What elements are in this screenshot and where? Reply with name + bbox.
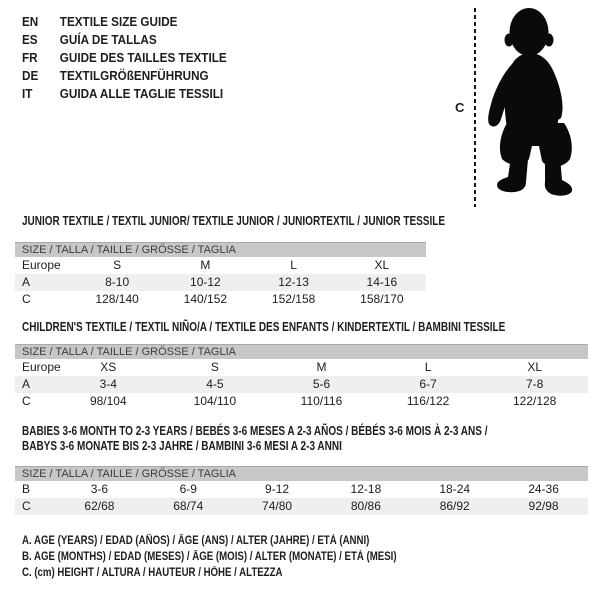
guide-title-translation: GUÍA DE TALLAS [59, 32, 157, 47]
height-marker-label: C [455, 100, 465, 115]
language-code: IT [22, 86, 33, 101]
size-cell: 74/80 [262, 499, 293, 513]
size-cell: 92/98 [528, 499, 559, 513]
language-code: DE [22, 68, 39, 83]
size-header-bar: SIZE / TALLA / TAILLE / GRÖSSE / TAGLIA [15, 466, 588, 481]
size-cell: 5-6 [312, 377, 331, 391]
size-cell: XL [527, 360, 543, 374]
size-cell: 18-24 [439, 482, 471, 496]
toddler-silhouette-shapes [488, 8, 572, 196]
guide-title-translation: GUIDE DES TAILLES TEXTILE [59, 50, 227, 65]
size-cell: 24-36 [528, 482, 559, 496]
size-header-bar: SIZE / TALLA / TAILLE / GRÖSSE / TAGLIA [15, 242, 426, 257]
size-cell: L [290, 258, 297, 272]
size-cell: 6-9 [179, 482, 197, 496]
size-cell: 8-10 [105, 275, 130, 289]
size-cell: 7-8 [526, 377, 544, 391]
row-label: C [22, 499, 31, 513]
size-cell: S [210, 360, 219, 374]
children-table-title: CHILDREN'S TEXTILE / TEXTIL NIÑO/A / TEXTILE DES ENFANTS / KINDERTEXTIL / BAMBINI TESSILE [22, 320, 506, 334]
size-cell: 9-12 [265, 482, 290, 496]
legend-line-age-months: B. AGE (MONTHS) / EDAD (MESES) / ÂGE (MOIS) / ALTER (MONATE) / ETÀ (MESI) [22, 551, 397, 563]
size-cell: M [316, 360, 327, 374]
table-row [15, 393, 588, 410]
babies-title-line2: BABYS 3-6 MONATE BIS 2-3 JAHRE / BAMBINI 3-6 MESI A 2-3 ANNI [22, 439, 342, 453]
row-label: Europe [22, 258, 61, 272]
size-cell: 104/110 [193, 394, 237, 408]
table-row [15, 359, 588, 376]
language-row [22, 67, 227, 85]
table-row [15, 274, 426, 291]
children-size-table [15, 344, 588, 410]
table-row [15, 481, 588, 498]
language-code: ES [22, 32, 38, 47]
babies-table-title [22, 424, 487, 454]
row-label: A [22, 275, 31, 289]
language-row [22, 13, 227, 31]
size-cell: 152/158 [271, 292, 316, 306]
size-cell: 12-13 [278, 275, 309, 289]
language-row [22, 31, 227, 49]
table-row [15, 498, 588, 515]
size-cell: 68/74 [173, 499, 204, 513]
row-label: C [22, 292, 31, 306]
size-cell: 12-18 [350, 482, 382, 496]
size-cell: 14-16 [366, 275, 398, 289]
size-cell: M [200, 258, 211, 272]
height-dashed-line [474, 8, 476, 207]
junior-table-title: JUNIOR TEXTILE / TEXTIL JUNIOR/ TEXTILE JUNIOR / JUNIORTEXTIL / JUNIOR TESSILE [22, 214, 446, 228]
legend-line-height: C. (cm) HEIGHT / ALTURA / HAUTEUR / HÖHE / ALTEZZA [22, 567, 283, 579]
size-cell: 80/86 [350, 499, 381, 513]
table-row [15, 291, 426, 308]
size-cell: 110/116 [300, 394, 343, 408]
legend-line-age-years: A. AGE (YEARS) / EDAD (AÑOS) / ÂGE (ANS) / ALTER (JAHRE) / ETÀ (ANNI) [22, 535, 370, 547]
language-row [22, 49, 227, 67]
junior-size-table [15, 242, 426, 308]
size-cell: 10-12 [190, 275, 221, 289]
size-cell: 122/128 [512, 394, 557, 408]
row-label: C [22, 394, 31, 408]
row-label: Europe [22, 360, 61, 374]
size-cell: 3-4 [99, 377, 117, 391]
table-row [15, 257, 426, 274]
row-label: B [22, 482, 31, 496]
babies-title-line1: BABIES 3-6 MONTH TO 2-3 YEARS / BEBÉS 3-6 MESES A 2-3 AÑOS / BÉBÉS 3-6 MOIS À 2-3 ANS / [22, 424, 488, 438]
guide-title-translation: TEXTILE SIZE GUIDE [59, 14, 178, 29]
size-cell: XS [100, 360, 117, 374]
size-cell: XL [374, 258, 390, 272]
size-cell: 158/170 [360, 292, 404, 306]
size-cell: 116/122 [406, 394, 450, 408]
size-cell: 98/104 [89, 394, 127, 408]
size-cell: 86/92 [439, 499, 470, 513]
size-header-bar: SIZE / TALLA / TAILLE / GRÖSSE / TAGLIA [15, 344, 588, 359]
size-cell: 128/140 [95, 292, 139, 306]
size-cell: 4-5 [206, 377, 224, 391]
language-title-list [22, 13, 249, 103]
babies-size-table [15, 466, 588, 515]
language-code: EN [22, 14, 39, 29]
size-cell: 62/68 [84, 499, 115, 513]
size-cell: L [424, 360, 432, 374]
legend [22, 533, 468, 581]
guide-title-translation: TEXTILGRÖßENFÜHRUNG [59, 68, 209, 83]
language-code: FR [22, 50, 38, 65]
size-cell: S [113, 258, 122, 272]
toddler-silhouette [486, 0, 596, 210]
size-cell: 140/152 [183, 292, 228, 306]
guide-title-translation: GUIDA ALLE TAGLIE TESSILI [59, 86, 224, 101]
table-row [15, 376, 588, 393]
size-cell: 6-7 [419, 377, 437, 391]
row-label: A [22, 377, 31, 391]
size-cell: 3-6 [90, 482, 109, 496]
language-row [22, 85, 227, 103]
